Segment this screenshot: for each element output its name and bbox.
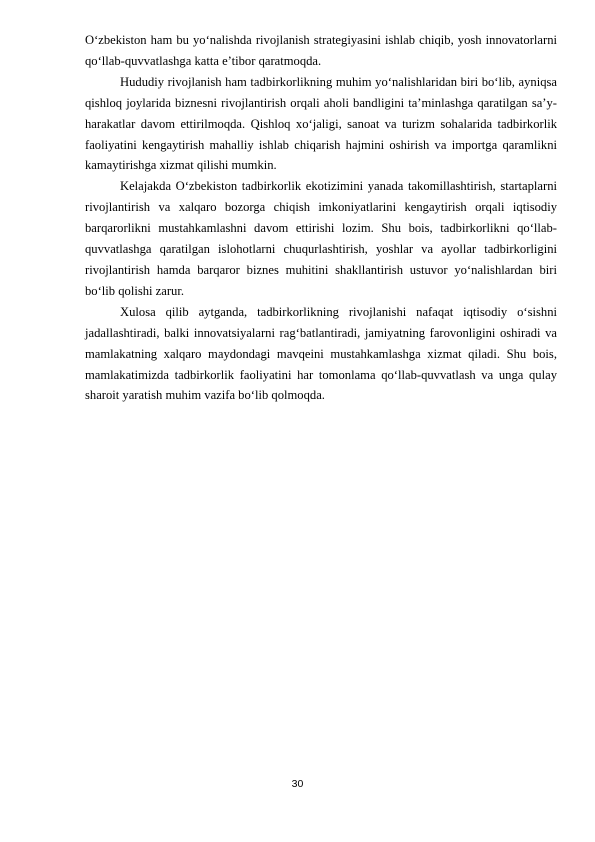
body-text xyxy=(85,30,557,406)
paragraph-conclusion: Xulosa qilib aytganda, tadbirkorlikning rivojlanishi nafaqat iqtisodiy o‘sishni jadallashtiradi, balki innovatsiyalarni rag‘batlantiradi, jamiyatning farovonligini oshiradi va mamlakatning xalqaro maydondagi mavqeini mustahkamlashga xizmat qiladi. Shu bois, mamlakatimizda tadbirkorlik faoliyatini har tomonlama qo‘llab-quvvatlash va unga qulay sharoit yaratish muhim vazifa bo‘lib qolmoqda. xyxy=(85,304,557,403)
page-number: 30 xyxy=(291,778,304,790)
paragraph-future-ecosystem: Kelajakda O‘zbekiston tadbirkorlik ekotizimini yanada takomillashtirish, startaplarni rivojlantirish va xalqaro bozorga chiqish imkoniyatlarini kengaytirish orqali iqtisodiy barqarorlikni mustahkamlashni davom ettirishi lozim. Shu bois, tadbirkorlikni qo‘llab-quvvatlashga qaratilgan islohotlarni chuqurlashtirish, yoshlar va ayollar tadbirkorligini rivojlantirish hamda barqaror biznes muhitini shakllantirish ustuvor yo‘nalishlardan biri bo‘lib qolishi zarur. xyxy=(85,179,557,298)
paragraph-continuation: O‘zbekiston ham bu yo‘nalishda rivojlanish strategiyasini ishlab chiqib, yosh innovatorlarni qo‘llab-quvvatlashga katta e’tibor qaratmoqda. xyxy=(85,33,557,68)
paragraph-regional-development: Hududiy rivojlanish ham tadbirkorlikning muhim yo‘nalishlaridan biri bo‘lib, ayniqsa qishloq joylarida biznesni rivojlantirish orqali aholi bandligini ta’minlashga qaratilgan sa’y-harakatlar davom ettirilmoqda. Qishloq xo‘jaligi, sanoat va turizm sohalarida tadbirkorlik faoliyatini kengaytirish mahalliy ishlab chiqarish hajmini oshirish va importga qaramlikni kamaytirishga xizmat qilishi mumkin. xyxy=(85,74,557,173)
